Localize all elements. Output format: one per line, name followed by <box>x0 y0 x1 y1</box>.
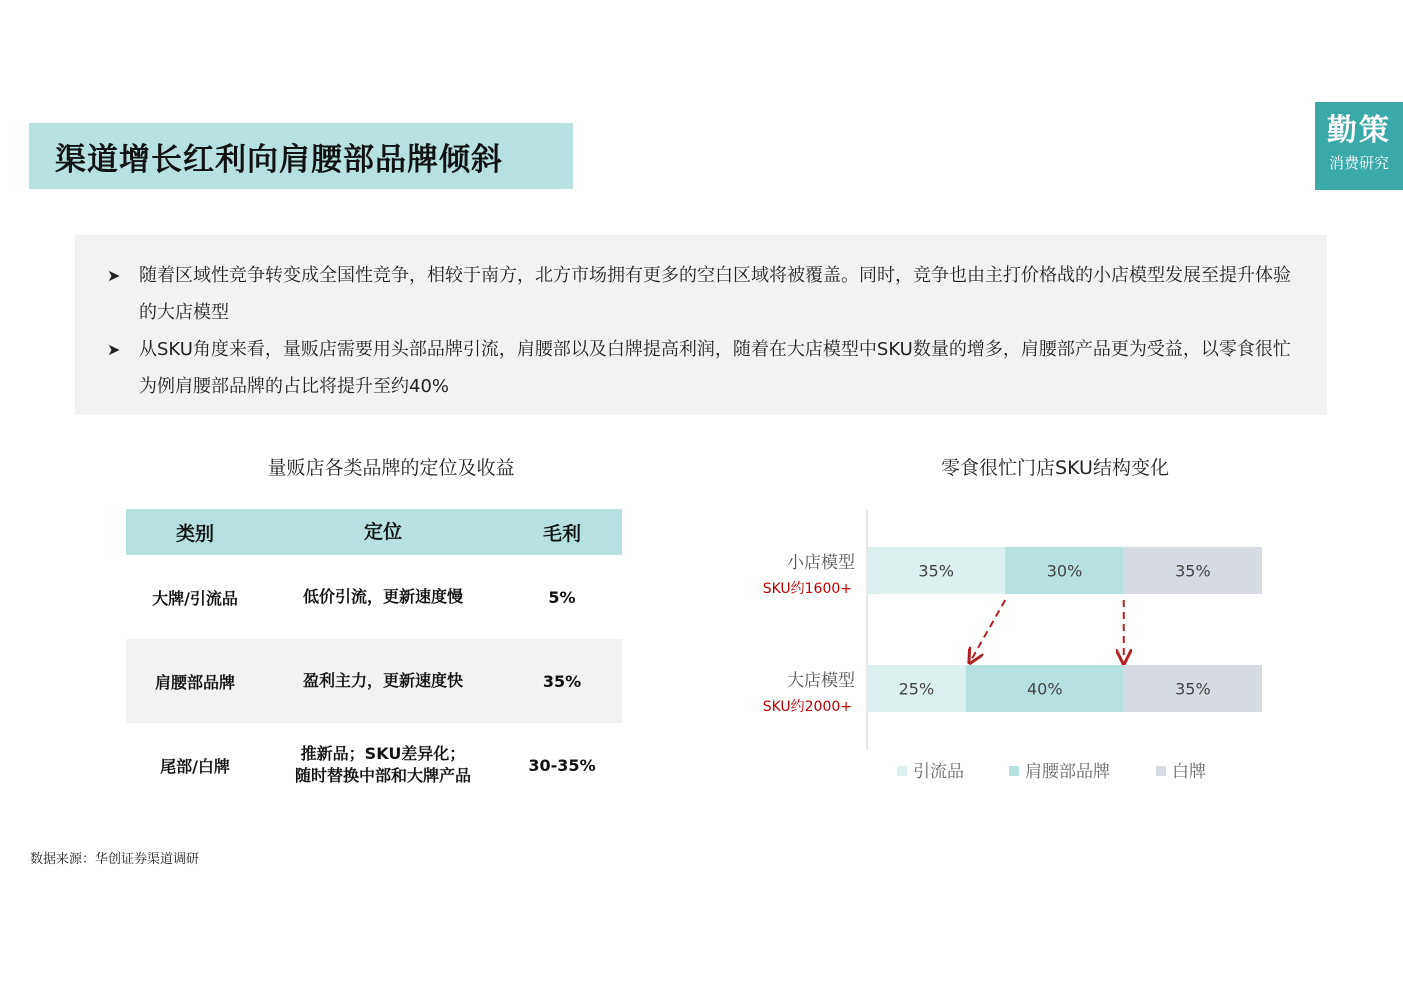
category-sku-label: SKU约2000+ <box>762 699 852 715</box>
table-cell-margin: 30-35% <box>528 755 596 775</box>
table-cell-positioning <box>264 586 502 608</box>
bar-value-label: 35% <box>1175 679 1211 699</box>
category-label: 大店模型 <box>787 671 855 691</box>
bar-value-label: 35% <box>918 561 954 581</box>
page-title: 渠道增长红利向肩腰部品牌倾斜 <box>55 141 503 178</box>
positioning-line: 推新品；SKU差异化； <box>300 744 466 763</box>
brand-logo <box>1315 102 1403 190</box>
category-label: 小店模型 <box>787 553 855 573</box>
summary-bullet <box>107 331 1297 405</box>
legend-swatch <box>897 766 907 776</box>
table-row <box>126 555 622 639</box>
chart-title: 零食很忙门店SKU结构变化 <box>941 457 1169 479</box>
table-cell-positioning <box>264 743 502 787</box>
sku-structure-chart <box>740 505 1300 805</box>
positioning-line: 盈利主力，更新速度快 <box>302 671 463 690</box>
table-cell-category: 大牌/引流品 <box>152 588 238 608</box>
summary-box <box>75 235 1327 415</box>
table-row <box>126 723 622 807</box>
brand-name: 勤策 <box>1327 113 1391 148</box>
brand-positioning-table <box>126 509 622 807</box>
bar-value-label: 35% <box>1175 561 1211 581</box>
table-row <box>126 639 622 723</box>
table-cell-margin: 35% <box>542 671 582 691</box>
arrowhead-bullet-icon: ➤ <box>107 266 121 285</box>
table-cell-category: 尾部/白牌 <box>160 756 230 776</box>
bar-value-label: 25% <box>898 679 935 699</box>
title-banner <box>29 123 573 189</box>
table-header-margin: 毛利 <box>542 522 581 545</box>
shift-arrow <box>972 600 1006 659</box>
table-cell-category: 肩腰部品牌 <box>154 672 235 692</box>
legend-label: 白牌 <box>1172 762 1206 782</box>
summary-bullet-text: 随着区域性竞争转变成全国性竞争，相较于南方，北方市场拥有更多的空白区域将被覆盖。同时，竞争也由主打价格战的小店模型发展至提升体验的大店模型 <box>139 265 1291 323</box>
positioning-line: 随时替换中部和大牌产品 <box>294 766 471 785</box>
legend-swatch <box>1009 766 1019 776</box>
table-title: 量贩店各类品牌的定位及收益 <box>267 457 515 479</box>
category-sku-label: SKU约1600+ <box>762 581 852 597</box>
table-header-category: 类别 <box>175 522 214 545</box>
legend-label: 引流品 <box>913 762 964 782</box>
table-cell-margin: 5% <box>548 587 576 607</box>
legend-label: 肩腰部品牌 <box>1025 762 1110 782</box>
summary-bullet <box>107 257 1297 331</box>
table-header-positioning: 定位 <box>363 521 402 543</box>
legend-swatch <box>1156 766 1166 776</box>
bar-value-label: 40% <box>1026 679 1063 699</box>
table-cell-positioning <box>264 670 502 692</box>
positioning-line: 低价引流，更新速度慢 <box>302 587 463 606</box>
brand-subtitle: 消费研究 <box>1328 154 1389 172</box>
bar-value-label: 30% <box>1046 561 1083 581</box>
data-source-note: 数据来源：华创证券渠道调研 <box>30 852 200 867</box>
arrowhead-bullet-icon: ➤ <box>107 340 121 359</box>
table-header-row <box>126 509 622 555</box>
summary-bullet-text: 从SKU角度来看，量贩店需要用头部品牌引流，肩腰部以及白牌提高利润，随着在大店模型中SKU数量的增多，肩腰部产品更为受益，以零食很忙为例肩腰部品牌的占比将提升至约40% <box>139 339 1291 397</box>
